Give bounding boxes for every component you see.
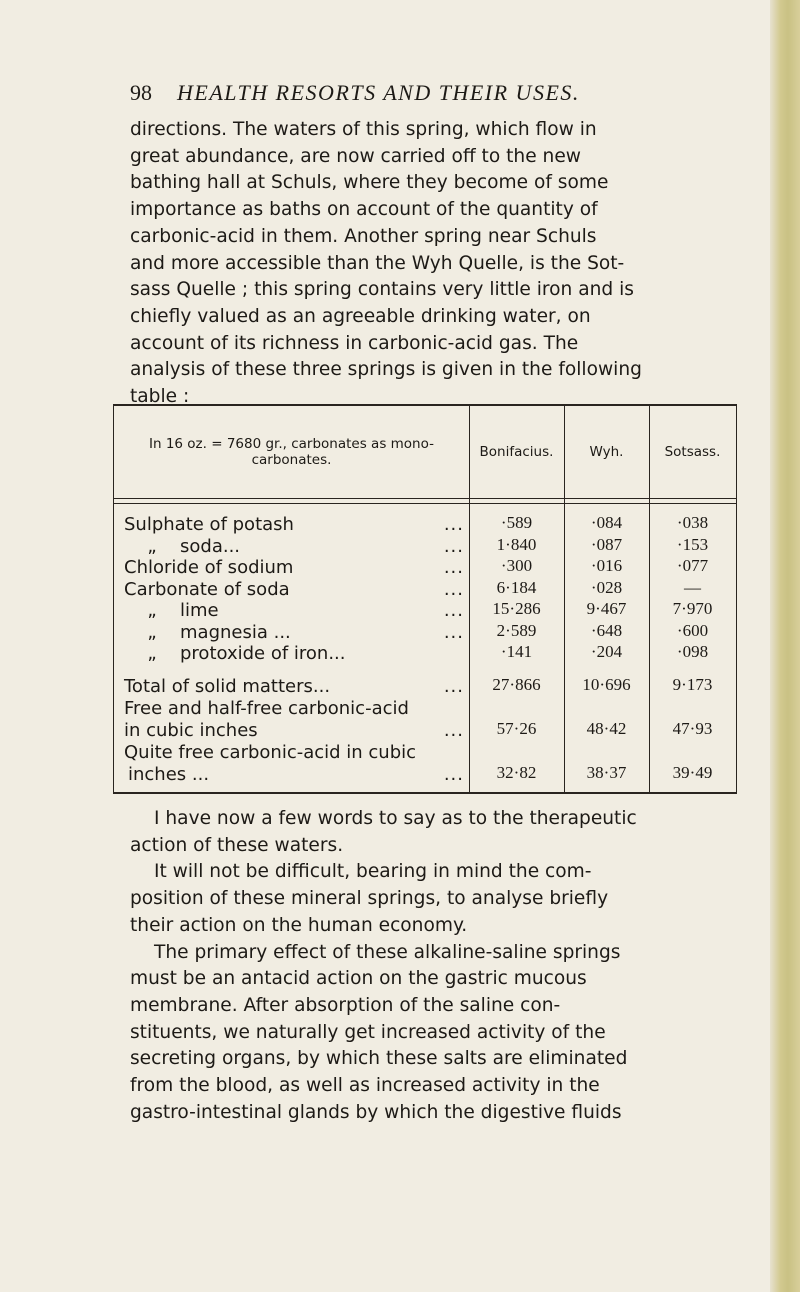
row-label: Total of solid matters... [124,676,331,697]
leader-dots [458,643,464,665]
table-cell: 27·866 [492,675,541,694]
totals-labels [124,676,464,786]
table-row-label [124,600,464,622]
table-cell: ·077 [676,556,709,575]
table-cell: 57·26 [496,719,537,738]
table-cell: 1·840 [496,534,537,554]
table-cell: ·648 [590,620,623,640]
table-cell: ·016 [590,556,623,575]
text-line: gastro-intestinal glands by which the digestive fluids [130,1101,622,1123]
table-row-label [124,536,464,558]
spacer [564,696,649,718]
table-cell: ·098 [676,642,709,661]
table-row-label [124,742,464,764]
row-label: Free and half-free carbonic-acid [124,698,409,719]
totals-bonifacius [469,674,564,784]
text-line: stituents, we naturally get increased activity of the [130,1021,606,1043]
table-row-label [124,557,464,579]
values-sotsass [649,512,736,663]
row-label: soda... [180,535,241,557]
paragraph-top [130,117,742,411]
table-cell: 9·467 [586,599,627,618]
table-cell: 15·286 [492,599,541,618]
text-line: directions. The waters of this spring, which flow in [130,119,597,140]
ditto-mark: „ [147,643,157,664]
table-cell: ·028 [590,577,623,597]
table-cell: 10·696 [582,675,631,694]
page-edge [770,0,800,1292]
running-title: HEALTH RESORTS AND THEIR USES. [177,80,580,105]
text-line: account of its richness in carbonic-acid gas. The [130,332,579,354]
leader-dots: ... [443,600,464,621]
page-number: 98 [130,80,152,105]
spacer [564,740,649,762]
table-row-label [124,622,464,644]
ditto-mark: „ [147,600,157,621]
column-header-text: Sotsass. [664,444,721,460]
row-label: magnesia ... [180,621,291,643]
text-line: membrane. After absorption of the saline con- [130,994,561,1016]
leader-dots: ... [443,764,464,785]
ditto-mark: „ [147,621,157,643]
column-header-wyh [564,406,649,498]
table-header-label [114,406,469,498]
text-line: It will not be difficult, bearing in mind the com- [154,861,592,883]
table-cell: — [684,577,701,597]
text-line: must be an antacid action on the gastric mucous [130,968,587,990]
text-line: table : [130,386,190,408]
text-line: bathing hall at Schuls, where they become of some [130,172,609,194]
text-line: position of these mineral springs, to analyse briefly [130,888,609,910]
table-row-label [124,643,464,665]
row-label: Quite free carbonic-acid in cubic [124,742,417,763]
column-header-text: Bonifacius. [479,444,554,460]
row-label: Sulphate of potash [124,514,294,535]
text-line: The primary effect of these alkaline-saline springs [154,941,621,963]
column-header-bonifacius [469,406,564,498]
table-cell: ·153 [676,534,709,554]
text-line: and more accessible than the Wyh Quelle, is the Sot- [130,252,625,274]
leader-dots: ... [443,514,464,535]
spacer [469,740,564,762]
table-cell: 47·93 [672,719,713,738]
table-cell: ·038 [676,513,709,532]
table-cell: 7·970 [672,599,713,618]
leader-dots: ... [443,720,464,741]
values-bonifacius [469,512,564,663]
leader-dots: ... [443,578,464,600]
table-cell: ·204 [590,642,623,661]
ditto-mark: „ [147,535,157,557]
row-label: Carbonate of soda [124,578,290,600]
table-cell: 6·184 [496,577,537,597]
spacer [649,740,736,762]
leader-dots: ... [443,676,464,697]
paragraph-bottom [130,806,742,1126]
header-rule [114,498,736,504]
row-label: inches ... [128,764,210,785]
table-cell: 39·49 [672,763,713,782]
table-cell: ·141 [500,642,533,661]
table-row-label [124,514,464,536]
text-line: chiefly valued as an agreeable drinking water, on [130,305,591,327]
table-cell: 38·37 [586,763,627,782]
values-wyh [564,512,649,663]
text-line: analysis of these three springs is given in the following [130,359,642,381]
table-row-label [124,698,464,720]
table-cell: 32·82 [496,763,537,782]
table-cell: 48·42 [586,719,627,738]
totals-sotsass [649,674,736,784]
header-label-text: In 16 oz. = 7680 gr., carbonates as mono-carbonates. [148,436,434,468]
constituent-labels [124,514,464,665]
table-row-label [124,720,464,742]
table-cell: 9·173 [672,675,713,694]
text-line: their action on the human economy. [130,914,468,936]
text-line: action of these waters. [130,834,344,856]
leader-dots: ... [443,535,464,557]
table-row-label [124,676,464,698]
analysis-table [113,404,737,794]
column-header-text: Wyh. [589,444,624,460]
running-head [130,80,730,106]
leader-dots: ... [443,557,464,578]
text-line: carbonic-acid in them. Another spring near Schuls [130,225,597,247]
table-row-label [124,579,464,601]
row-label: protoxide of iron... [180,643,346,664]
text-line: great abundance, are now carried off to the new [130,145,581,167]
text-line: I have now a few words to say as to the therapeutic [154,808,637,829]
text-line: importance as baths on account of the quantity of [130,199,598,221]
spacer [649,696,736,718]
row-label: lime [180,600,219,621]
table-cell: ·300 [500,556,533,575]
row-label: in cubic inches [124,720,258,741]
spacer [469,696,564,718]
totals-wyh [564,674,649,784]
text-line: secreting organs, by which these salts are eliminated [130,1048,628,1070]
table-cell: 2·589 [496,620,537,640]
table-cell: ·589 [500,513,533,532]
table-cell: ·600 [676,620,709,640]
table-row-label [124,764,464,786]
table-cell: ·084 [590,513,623,532]
leader-dots: ... [443,621,464,643]
table-cell: ·087 [590,534,623,554]
text-line: from the blood, as well as increased activity in the [130,1075,600,1097]
row-label: Chloride of sodium [124,557,294,578]
text-line: sass Quelle ; this spring contains very little iron and is [130,279,634,301]
column-header-sotsass [649,406,736,498]
